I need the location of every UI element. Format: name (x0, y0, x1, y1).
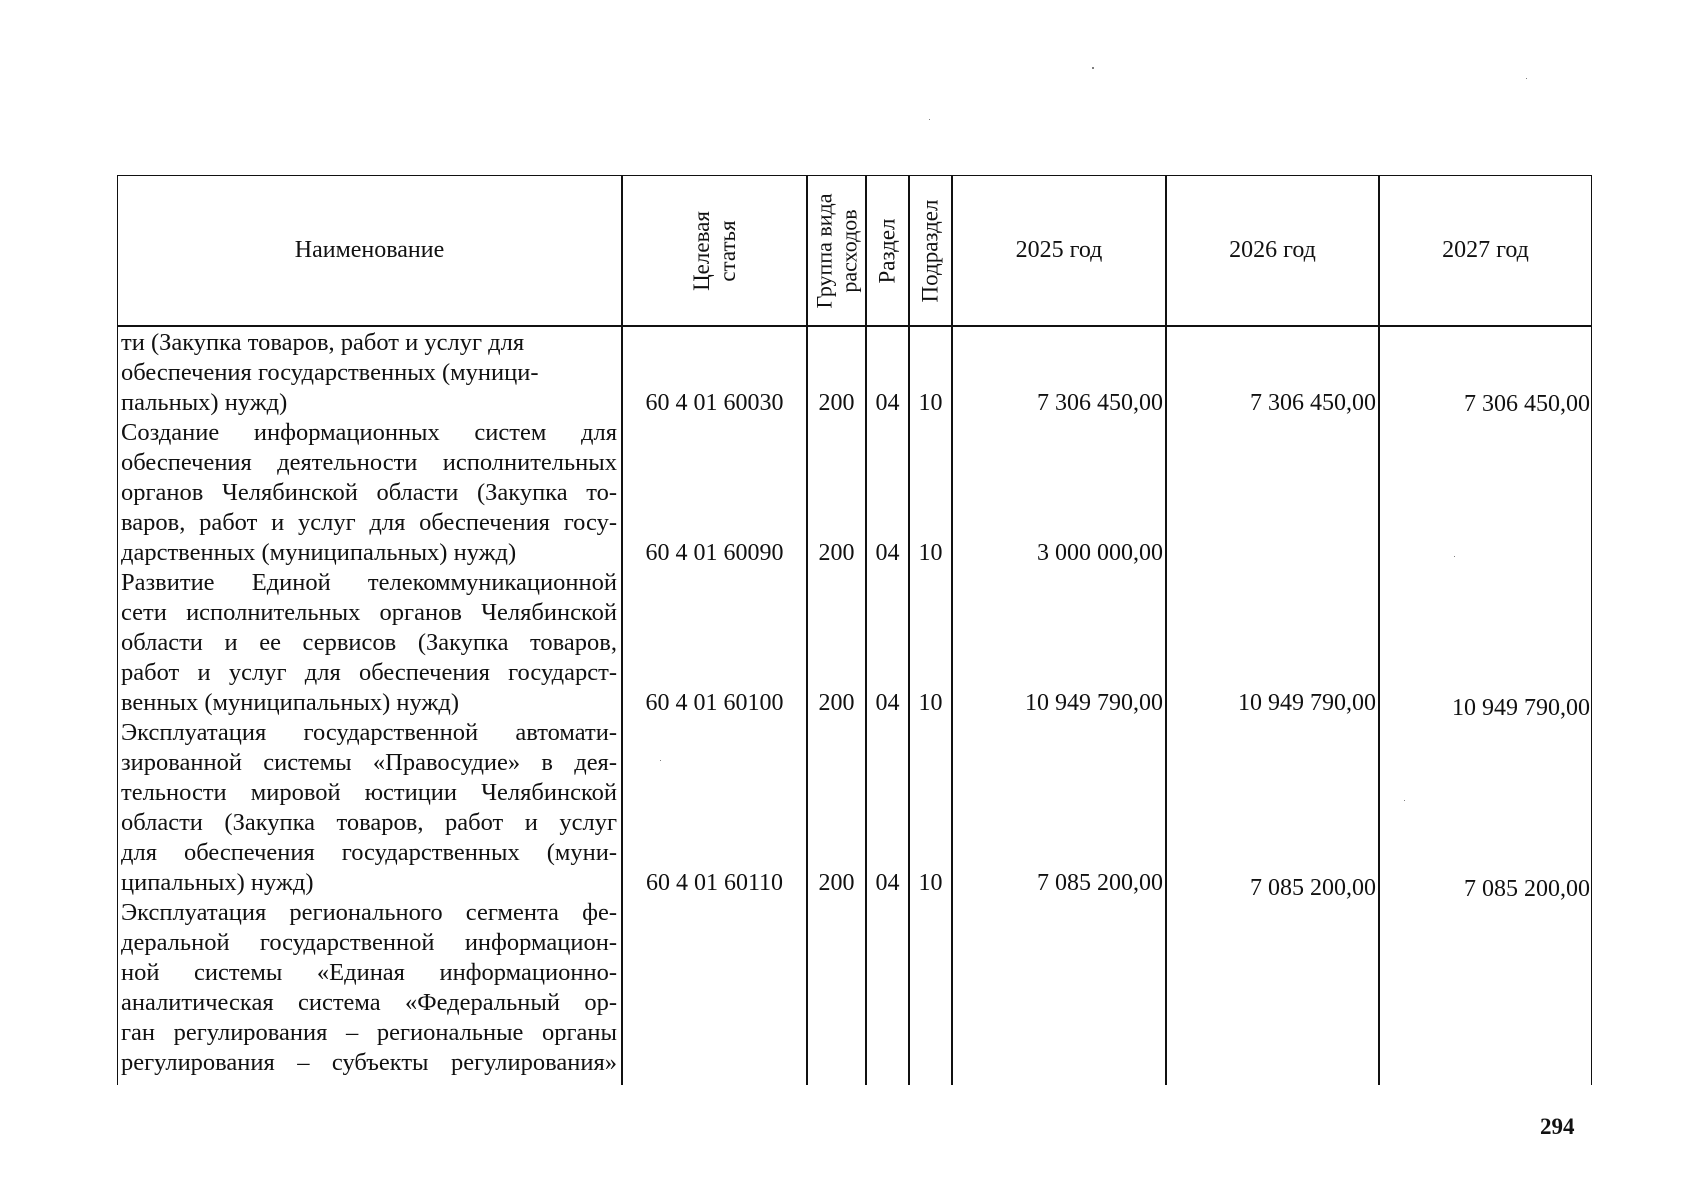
row-1-section: 04 (875, 390, 900, 416)
row-1-name-line: обеспечения государственных (муници- (121, 359, 539, 386)
row-4-section: 04 (875, 870, 900, 896)
row-1-expense-group: 200 (818, 390, 855, 416)
scan-speck (1526, 78, 1527, 79)
row-1-name-line: ти (Закупка товаров, работ и услуг для (121, 329, 525, 356)
row-5-name-line: ган регулирования – региональные органы (121, 1019, 617, 1046)
row-2-target-article: 60 4 01 60090 (645, 540, 784, 566)
header-target-article (622, 175, 807, 326)
row-5-name (121, 898, 617, 1078)
row-2-name-line: варов, работ и услуг для обеспечения госу- (121, 509, 617, 536)
row-1-name (121, 328, 617, 418)
row-2-name (121, 418, 617, 568)
row-3-name-line: области и ее сервисов (Закупка товаров, (121, 629, 617, 656)
row-4-expense-group: 200 (818, 870, 855, 896)
row-2-name-line: дарственных (муниципальных) нужд) (121, 539, 517, 566)
row-1-subsection: 10 (918, 390, 943, 416)
row-4-2027: 7 085 200,00 (1464, 876, 1590, 902)
header-2025-label: 2025 год (1015, 237, 1103, 263)
row-4-name-line: ципальных) нужд) (121, 869, 314, 896)
row-2-expense-group: 200 (818, 540, 855, 566)
row-3-name (121, 568, 617, 718)
scan-speck (929, 119, 930, 120)
row-5-name-line: ной системы «Единая информационно- (121, 959, 617, 986)
row-3-2025: 10 949 790,00 (1025, 690, 1163, 716)
row-3-expense-group: 200 (818, 690, 855, 716)
scan-speck (1454, 556, 1455, 557)
header-name (117, 175, 622, 326)
row-4-2026: 7 085 200,00 (1250, 875, 1376, 901)
row-1-2027: 7 306 450,00 (1464, 391, 1590, 417)
row-4-name-line: для обеспечения государственных (муни- (121, 839, 617, 866)
row-3-name-line: венных (муниципальных) нужд) (121, 689, 460, 716)
page-number: 294 (1540, 1114, 1575, 1139)
row-1-2025: 7 306 450,00 (1037, 390, 1163, 416)
scan-speck (1404, 800, 1405, 801)
row-3-section: 04 (875, 690, 900, 716)
row-1-2026: 7 306 450,00 (1250, 390, 1376, 416)
row-3-2026: 10 949 790,00 (1238, 690, 1376, 716)
header-2027 (1379, 175, 1592, 326)
row-3-name-line: Развитие Единой телекоммуникационной (121, 569, 617, 596)
row-4-name-line: зированной системы «Правосудие» в дея- (121, 749, 617, 776)
row-5-name-line: регулирования – субъекты регулирования» (121, 1049, 617, 1076)
row-5-name-line: аналитическая система «Федеральный ор- (121, 989, 617, 1016)
row-2-subsection: 10 (918, 540, 943, 566)
header-2026-label: 2026 год (1229, 237, 1316, 263)
row-2-name-line: обеспечения деятельности исполнительных (121, 449, 617, 476)
scan-speck (660, 760, 661, 761)
header-expense-group (807, 175, 866, 326)
row-1-target-article: 60 4 01 60030 (645, 390, 784, 416)
row-4-2025: 7 085 200,00 (1037, 870, 1163, 896)
row-4-name (121, 718, 617, 898)
row-1-name-line: пальных) нужд) (121, 389, 288, 416)
row-2-name-line: Создание информационных систем для (121, 419, 617, 446)
row-2-2025: 3 000 000,00 (1037, 540, 1163, 566)
row-4-name-line: тельности мировой юстиции Челябинской (121, 779, 617, 806)
header-expense-group-label: Группа вида расходов (811, 193, 862, 308)
header-section (866, 175, 909, 326)
header-2026 (1166, 175, 1379, 326)
row-3-subsection: 10 (918, 690, 943, 716)
row-4-target-article: 60 4 01 60110 (645, 870, 784, 896)
header-name-label: Наименование (294, 237, 445, 263)
row-4-name-line: области (Закупка товаров, работ и услуг (121, 809, 617, 836)
header-2027-label: 2027 год (1442, 237, 1529, 263)
header-2025 (952, 175, 1166, 326)
row-5-name-line: деральной государственной информацион- (121, 929, 617, 956)
row-5-name-line: Эксплуатация регионального сегмента фе- (121, 899, 617, 926)
row-2-section: 04 (875, 540, 900, 566)
budget-table (117, 175, 1592, 1085)
row-3-name-line: работ и услуг для обеспечения государст- (121, 659, 617, 686)
scan-speck (1092, 67, 1094, 69)
row-3-target-article: 60 4 01 60100 (645, 690, 784, 716)
row-3-2027: 10 949 790,00 (1452, 695, 1590, 721)
row-3-name-line: сети исполнительных органов Челябинской (121, 599, 617, 626)
row-2-name-line: органов Челябинской области (Закупка то- (121, 479, 617, 506)
header-section-label: Раздел (874, 217, 900, 284)
row-4-subsection: 10 (918, 870, 943, 896)
header-target-article-label: Целевая статья (688, 210, 740, 291)
row-4-name-line: Эксплуатация государственной автомати- (121, 719, 617, 746)
header-subsection (909, 175, 952, 326)
header-subsection-label: Подраздел (917, 199, 943, 302)
